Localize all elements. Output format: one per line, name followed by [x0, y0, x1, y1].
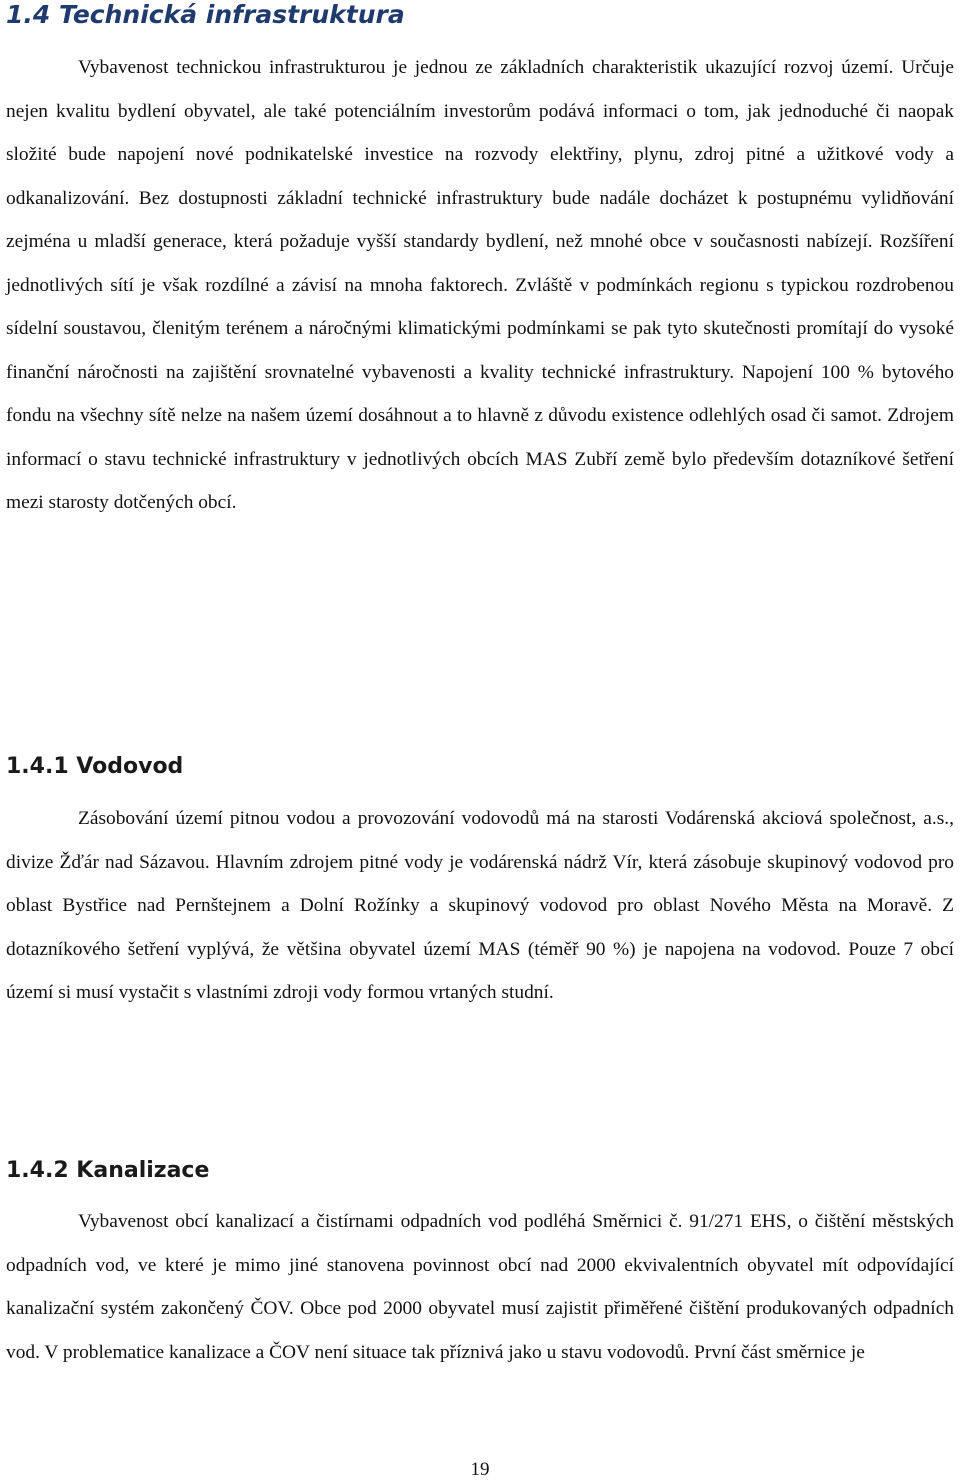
subsection-paragraph-vodovod: Zásobování území pitnou vodou a provozování vodovodů má na starosti Vodárenská akciová společnost, a.s., divize Žďár nad Sázavou. Hlavním zdrojem pitné vody je vodárenská nádrž Vír, která zásobuje skupinový vodovod pro oblast Bystřice nad Pernštejnem a Dolní Rožínky a skupinový vodovod pro oblast Nového Města na Moravě. Z dotazníkového šetření vyplývá, že většina obyvatel území MAS (téměř 90 %) je napojena na vodovod. Pouze 7 obcí území si musí vystačit s vlastními zdroji vody formou vrtaných studní.	[6, 808, 954, 1003]
page-number: 19	[470, 1459, 490, 1480]
subsection-heading-vodovod: 1.4.1 Vodovod	[6, 754, 184, 779]
section-paragraph: Vybavenost technickou infrastrukturou je jednou ze základních charakteristik ukazující rozvoj území. Určuje nejen kvalitu bydlení obyvatel, ale také potenciálním investorům podává informaci o tom, jak jednoduché či naopak složité bude napojení nové podnikatelské investice na rozvody elektřiny, plynu, zdroj pitné a užitkové vody a odkanalizování. Bez dostupnosti základní technické infrastruktury bude nadále docházet k postupnému vylidňování zejména u mladší generace, která požaduje vyšší standardy bydlení, než mnohé obce v současnosti nabízejí. Rozšíření jednotlivých sítí je však rozdílné a závisí na mnoha faktorech. Zvláště v podmínkách regionu s typickou rozdrobenou sídelní soustavou, členitým terénem a náročnými klimatickými podmínkami se pak tyto skutečnosti promítají do vysoké finanční náročnosti na zajištění srovnatelné vybavenosti a kvality technické infrastruktury. Napojení 100 % bytového fondu na všechny sítě nelze na našem území dosáhnout a to hlavně z důvodu existence odlehlých osad či samot. Zdrojem informací o stavu technické infrastruktury v jednotlivých obcích MAS Zubří země bylo především dotazníkové šetření mezi starosty dotčených obcí.	[6, 57, 954, 513]
subsection-paragraph-kanalizace: Vybavenost obcí kanalizací a čistírnami odpadních vod podléhá Směrnici č. 91/271 EHS, o čištění městských odpadních vod, ve které je mimo jiné stanovena povinnost obcí nad 2000 ekvivalentních obyvatel mít odpovídající kanalizační systém zakončený ČOV. Obce pod 2000 obyvatel musí zajistit přiměřené čištění produkovaných odpadních vod. V problematice kanalizace a ČOV není situace tak příznivá jako u stavu vodovodů. První část směrnice je	[6, 1211, 954, 1363]
section-heading: 1.4 Technická infrastruktura	[6, 0, 405, 29]
subsection-heading-kanalizace: 1.4.2 Kanalizace	[6, 1158, 210, 1183]
